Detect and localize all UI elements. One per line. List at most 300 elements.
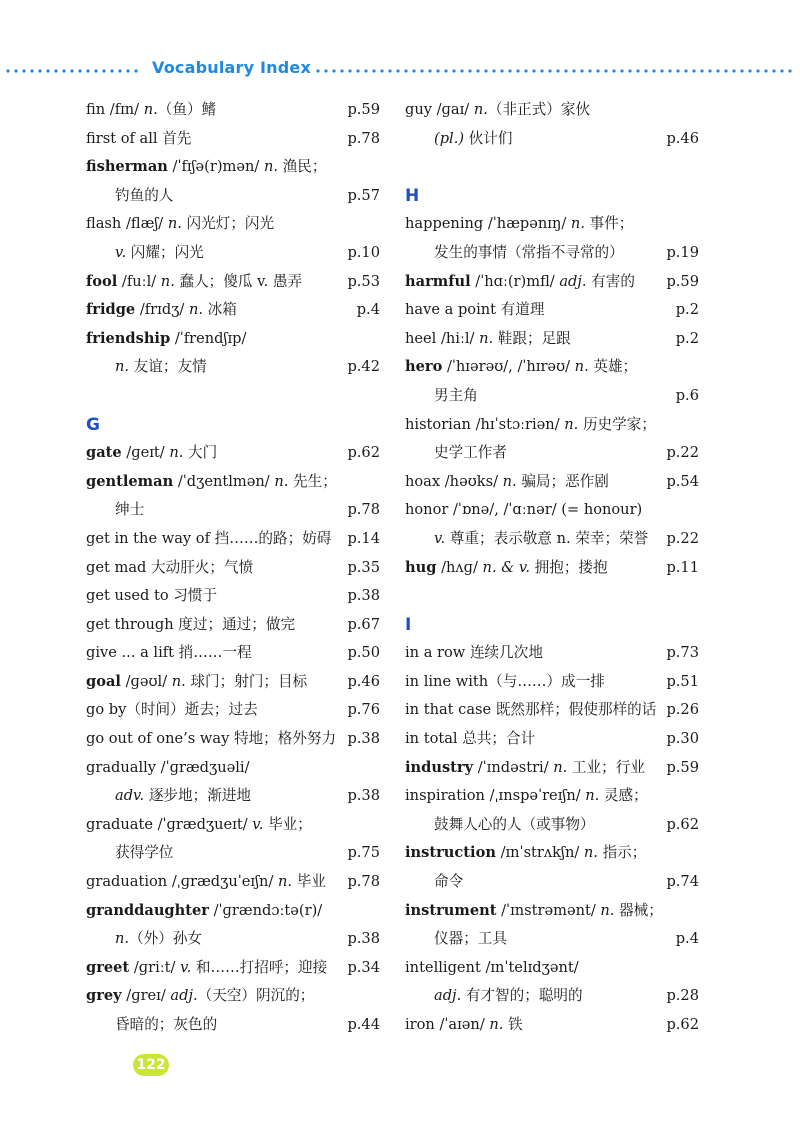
entry-text bbox=[405, 444, 507, 461]
headword: goal bbox=[86, 672, 121, 690]
headword: honor bbox=[405, 501, 449, 519]
entry-text bbox=[86, 759, 250, 776]
headword: harmful bbox=[405, 272, 471, 290]
phonetic: /ˈfrendʃɪp/ bbox=[170, 329, 247, 347]
headword: inspiration bbox=[405, 787, 485, 805]
headword: get mad bbox=[86, 558, 147, 576]
definition: 发生的事情（常指不寻常的） bbox=[434, 243, 624, 261]
part-of-speech: n. bbox=[274, 472, 289, 490]
phonetic: /ˌɡrædʒuˈeɪʃn/ bbox=[167, 873, 279, 891]
part-of-speech: n. bbox=[167, 215, 182, 233]
headword: fridge bbox=[86, 301, 136, 319]
page-ref: p.75 bbox=[347, 844, 380, 862]
page-ref: p.35 bbox=[347, 558, 380, 576]
part-of-speech: v. bbox=[434, 529, 446, 547]
definition: 闪耀；闪光 bbox=[126, 243, 204, 261]
headword: friendship bbox=[86, 329, 171, 347]
entry-text bbox=[405, 902, 663, 919]
part-of-speech: n. bbox=[585, 787, 600, 805]
index-entry bbox=[405, 296, 699, 325]
definition: 昏暗的；灰色的 bbox=[115, 1016, 218, 1033]
header-dots-right bbox=[314, 69, 796, 73]
index-entry bbox=[405, 725, 699, 754]
index-entry-continuation bbox=[86, 925, 380, 954]
entry-text bbox=[86, 787, 251, 804]
headword: graduation bbox=[86, 873, 168, 891]
index-entry-continuation bbox=[86, 1011, 380, 1040]
headword: happening bbox=[405, 215, 484, 233]
index-entry bbox=[86, 725, 380, 754]
phonetic: 有道理 bbox=[496, 301, 545, 319]
entry-text bbox=[86, 358, 207, 375]
part-of-speech: n. bbox=[115, 358, 130, 376]
phonetic: 度过；通过；做完 bbox=[173, 615, 296, 633]
section-letter-text: G bbox=[86, 414, 100, 435]
section-gap bbox=[86, 382, 380, 411]
part-of-speech: n. bbox=[570, 215, 585, 233]
definition: 逐步地；渐进地 bbox=[144, 787, 251, 805]
headword: hoax bbox=[405, 472, 441, 490]
page-ref: p.10 bbox=[347, 243, 380, 261]
part-of-speech: n. bbox=[473, 101, 488, 118]
entry-text bbox=[86, 187, 173, 204]
index-entry-continuation bbox=[405, 868, 699, 897]
page-ref: p.14 bbox=[347, 529, 380, 547]
phonetic: /ˈfɪʃə(r)mən/ bbox=[167, 158, 264, 176]
definition: 球门；射门；目标 bbox=[185, 672, 308, 690]
phonetic: 连续几次地 bbox=[465, 644, 543, 662]
definition: 鼓舞人心的人（或事物） bbox=[434, 815, 595, 833]
entry-text bbox=[86, 130, 191, 147]
entry-text bbox=[405, 844, 646, 861]
headword: first of all bbox=[86, 129, 158, 147]
index-entry-continuation bbox=[405, 439, 699, 468]
page-ref: p.11 bbox=[666, 558, 699, 576]
entry-text bbox=[86, 1016, 217, 1033]
index-entry bbox=[86, 897, 380, 926]
page-ref: p.59 bbox=[347, 101, 380, 118]
headword: flash bbox=[86, 215, 122, 233]
index-entry bbox=[405, 210, 699, 239]
headword: in a row bbox=[405, 644, 466, 662]
entry-text bbox=[86, 816, 312, 833]
page-ref: p.19 bbox=[666, 243, 699, 261]
entry-text bbox=[405, 816, 595, 833]
phonetic: /hiːl/ bbox=[436, 329, 480, 347]
entry-text bbox=[86, 730, 336, 747]
entry-text bbox=[86, 158, 326, 175]
phonetic: /ɡriːt/ bbox=[129, 958, 181, 976]
phonetic: （与……）成一排 bbox=[488, 672, 605, 690]
phonetic: /ˈhɪərəʊ/, /ˈhɪrəʊ/ bbox=[442, 358, 575, 376]
section-letter-text: H bbox=[405, 185, 420, 206]
header-title: Vocabulary Index bbox=[152, 58, 311, 77]
part-of-speech: n. bbox=[502, 472, 517, 490]
headword: get through bbox=[86, 615, 174, 633]
index-entry-continuation bbox=[86, 496, 380, 525]
index-entry bbox=[405, 782, 699, 811]
index-entry bbox=[86, 268, 380, 297]
phonetic: /ɪnˈtelɪdʒənt/ bbox=[480, 958, 579, 976]
phonetic: /ˌɪnspəˈreɪʃn/ bbox=[484, 787, 586, 805]
definition: （天空）阴沉的； bbox=[197, 987, 315, 1005]
headword: in that case bbox=[405, 701, 492, 719]
page-ref: p.50 bbox=[347, 644, 380, 662]
phonetic: /flæʃ/ bbox=[121, 215, 168, 233]
index-entry bbox=[86, 611, 380, 640]
index-entry-continuation bbox=[86, 839, 380, 868]
page-ref: p.51 bbox=[666, 672, 699, 690]
entry-text bbox=[405, 101, 590, 118]
page-ref: p.62 bbox=[666, 815, 699, 833]
phonetic: /ˈɪnstrəmənt/ bbox=[496, 901, 601, 919]
page-ref: p.6 bbox=[675, 386, 699, 404]
part-of-speech: adj. bbox=[170, 987, 198, 1005]
page-header bbox=[0, 56, 800, 86]
page-ref: p.46 bbox=[666, 129, 699, 147]
headword: in line with bbox=[405, 672, 489, 690]
phonetic: /ˈɒnə/, /ˈɑːnər/ (= honour) bbox=[448, 501, 643, 519]
section-gap bbox=[405, 582, 699, 611]
index-entry-continuation bbox=[405, 239, 699, 268]
index-entry bbox=[86, 696, 380, 725]
phonetic: （时间）逝去；过去 bbox=[126, 701, 258, 719]
definition: 蠢人；傻瓜 v. 愚弄 bbox=[174, 272, 303, 290]
part-of-speech: adj. bbox=[434, 987, 462, 1005]
entry-text bbox=[405, 987, 583, 1004]
entry-text bbox=[405, 787, 648, 804]
headword: intelligent bbox=[405, 958, 481, 976]
index-entry-continuation bbox=[405, 925, 699, 954]
entry-text bbox=[86, 987, 314, 1004]
index-entry bbox=[86, 325, 380, 354]
part-of-speech: v. bbox=[252, 815, 264, 833]
index-entry bbox=[86, 153, 380, 182]
page-ref: p.42 bbox=[347, 358, 380, 376]
index-entry bbox=[405, 268, 699, 297]
page-ref: p.38 bbox=[347, 587, 380, 605]
left-column bbox=[86, 96, 380, 1040]
entry-text bbox=[86, 930, 202, 947]
part-of-speech: n. bbox=[263, 158, 278, 176]
phonetic: 大动肝火；气愤 bbox=[146, 558, 254, 576]
entry-text bbox=[405, 358, 637, 375]
entry-text bbox=[405, 215, 633, 232]
index-entry bbox=[86, 96, 380, 125]
index-entry bbox=[405, 639, 699, 668]
entry-text bbox=[405, 673, 605, 690]
phonetic: /frɪdʒ/ bbox=[135, 301, 189, 319]
index-entry-continuation bbox=[405, 811, 699, 840]
definition: 灵感； bbox=[599, 787, 648, 805]
definition: 闪光灯；闪光 bbox=[181, 215, 275, 233]
index-entry bbox=[405, 897, 699, 926]
page-ref: p.38 bbox=[347, 787, 380, 805]
phonetic: /ˈdʒentlmən/ bbox=[173, 472, 275, 490]
phonetic: /hʌɡ/ bbox=[436, 558, 483, 576]
headword: graduate bbox=[86, 815, 153, 833]
index-entry bbox=[86, 811, 380, 840]
entry-text bbox=[86, 330, 246, 347]
headword: instruction bbox=[405, 844, 496, 862]
page-ref: p.4 bbox=[356, 301, 380, 319]
definition: 命令 bbox=[434, 873, 464, 891]
definition: 铁 bbox=[503, 1016, 523, 1033]
entry-text bbox=[86, 473, 337, 490]
headword: get used to bbox=[86, 587, 169, 605]
page-ref: p.22 bbox=[666, 529, 699, 547]
index-entry bbox=[405, 754, 699, 783]
page-ref: p.53 bbox=[347, 272, 380, 290]
definition: 史学工作者 bbox=[434, 444, 507, 462]
section-letter bbox=[86, 411, 380, 440]
headword: hero bbox=[405, 358, 443, 376]
entry-text bbox=[86, 530, 331, 547]
phonetic: /ˈɡrædʒuəli/ bbox=[156, 758, 250, 776]
index-entry bbox=[86, 754, 380, 783]
index-entry bbox=[86, 582, 380, 611]
entry-text bbox=[86, 501, 144, 518]
definition: 拥抱；搂抱 bbox=[530, 558, 608, 576]
page-ref: p.38 bbox=[347, 930, 380, 948]
entry-text bbox=[405, 244, 624, 261]
headword: in total bbox=[405, 730, 458, 748]
index-entry bbox=[86, 210, 380, 239]
phonetic: /ˈhæpənɪŋ/ bbox=[483, 215, 571, 233]
index-entry bbox=[405, 325, 699, 354]
entry-text bbox=[405, 930, 507, 947]
page-ref: p.78 bbox=[347, 873, 380, 891]
index-entry-continuation bbox=[405, 525, 699, 554]
part-of-speech: (pl.) bbox=[434, 129, 465, 147]
headword: greet bbox=[86, 958, 130, 976]
part-of-speech: adv. bbox=[115, 787, 145, 805]
definition: 男主角 bbox=[434, 386, 478, 404]
phonetic: 习惯于 bbox=[168, 587, 218, 605]
headword: gentleman bbox=[86, 472, 174, 490]
page-ref: p.46 bbox=[347, 672, 380, 690]
index-entry-continuation bbox=[405, 125, 699, 154]
right-column bbox=[405, 96, 699, 1040]
page-ref: p.4 bbox=[675, 930, 699, 948]
entry-text bbox=[86, 701, 258, 718]
page-ref: p.2 bbox=[675, 301, 699, 319]
part-of-speech: n. bbox=[479, 329, 494, 347]
index-entry-continuation bbox=[86, 353, 380, 382]
headword: get in the way of bbox=[86, 529, 210, 547]
page-ref: p.44 bbox=[347, 1016, 380, 1033]
page-ref: p.76 bbox=[347, 701, 380, 719]
entry-text bbox=[405, 730, 535, 747]
definition: 工业；行业 bbox=[567, 758, 645, 776]
index-entry-continuation bbox=[405, 982, 699, 1011]
part-of-speech: adj. bbox=[559, 272, 587, 290]
entry-text bbox=[405, 473, 609, 490]
headword: go by bbox=[86, 701, 127, 719]
definition: 大门 bbox=[183, 444, 218, 462]
headword: fisherman bbox=[86, 158, 168, 176]
index-entry bbox=[405, 839, 699, 868]
part-of-speech: n. & v. bbox=[482, 558, 531, 576]
index-entry-continuation bbox=[86, 239, 380, 268]
index-entry bbox=[86, 296, 380, 325]
index-entry bbox=[86, 554, 380, 583]
section-letter-text: I bbox=[405, 614, 412, 635]
page-ref: p.78 bbox=[347, 129, 380, 147]
definition: 伙计们 bbox=[464, 129, 513, 147]
entry-text bbox=[405, 301, 544, 318]
entry-text bbox=[405, 130, 512, 147]
phonetic: /fuːl/ bbox=[117, 272, 161, 290]
headword: fool bbox=[86, 272, 118, 290]
part-of-speech: n. bbox=[489, 1016, 504, 1033]
headword: fin bbox=[86, 101, 106, 118]
index-entry bbox=[86, 954, 380, 983]
part-of-speech: n. bbox=[115, 930, 130, 948]
phonetic: 捎……一程 bbox=[174, 644, 252, 662]
headword: granddaughter bbox=[86, 901, 209, 919]
phonetic: /ˈɡrædʒueɪt/ bbox=[152, 815, 253, 833]
entry-text bbox=[405, 501, 642, 518]
part-of-speech: n. bbox=[169, 444, 184, 462]
phonetic: 挡……的路；妨碍 bbox=[210, 529, 332, 547]
index-entry-continuation bbox=[86, 782, 380, 811]
entry-text bbox=[405, 330, 571, 347]
definition: 尊重；表示敬意 n. 荣幸；荣誉 bbox=[445, 529, 649, 547]
page-ref: p.78 bbox=[347, 501, 380, 519]
page-ref: p.30 bbox=[666, 730, 699, 748]
phonetic: 特地；格外努力 bbox=[229, 730, 337, 748]
phonetic: /ɡəʊl/ bbox=[120, 672, 172, 690]
part-of-speech: n. bbox=[600, 901, 615, 919]
page-ref: p.57 bbox=[347, 186, 380, 204]
headword: heel bbox=[405, 329, 437, 347]
part-of-speech: v. bbox=[115, 243, 127, 261]
index-entry bbox=[405, 554, 699, 583]
definition: 事件； bbox=[584, 215, 634, 233]
phonetic: /ɪnˈstrʌkʃn/ bbox=[495, 844, 584, 862]
entry-text bbox=[405, 530, 648, 547]
headword: go out of one’s way bbox=[86, 730, 230, 748]
entry-text bbox=[405, 701, 656, 718]
definition: 钓鱼的人 bbox=[115, 186, 174, 204]
page-ref: p.26 bbox=[666, 701, 699, 719]
index-entry bbox=[405, 696, 699, 725]
phonetic: 总共；合计 bbox=[457, 730, 536, 748]
headword: grey bbox=[86, 987, 122, 1005]
index-entry bbox=[86, 639, 380, 668]
entry-text bbox=[86, 844, 173, 861]
index-entry bbox=[86, 468, 380, 497]
entry-text bbox=[405, 1016, 523, 1033]
section-gap bbox=[405, 153, 699, 182]
phonetic: /ɡaɪ/ bbox=[432, 101, 474, 118]
phonetic: 首先 bbox=[157, 129, 192, 147]
entry-text bbox=[86, 673, 307, 690]
definition: 有害的 bbox=[586, 272, 635, 290]
definition: 友谊；友情 bbox=[129, 358, 207, 376]
part-of-speech: n. bbox=[564, 415, 579, 433]
headword: industry bbox=[405, 758, 474, 776]
definition: 毕业 bbox=[292, 873, 326, 891]
definition: 渔民； bbox=[278, 158, 327, 176]
index-entry bbox=[405, 96, 699, 125]
part-of-speech: n. bbox=[553, 758, 568, 776]
phonetic: /ˈhɑː(r)mfl/ bbox=[470, 272, 560, 290]
index-entry bbox=[86, 525, 380, 554]
index-entry bbox=[405, 353, 699, 382]
definition: 指示； bbox=[597, 844, 647, 862]
entry-text bbox=[86, 559, 253, 576]
headword: have a point bbox=[405, 301, 497, 319]
phonetic: /ˈɡrændɔːtə(r)/ bbox=[208, 901, 323, 919]
entry-text bbox=[86, 215, 274, 232]
definition: 骗局；恶作剧 bbox=[516, 472, 609, 490]
page-ref: p.38 bbox=[347, 730, 380, 748]
page-ref: p.74 bbox=[666, 873, 699, 891]
page-ref: p.73 bbox=[666, 644, 699, 662]
entry-text bbox=[405, 416, 656, 433]
page-ref: p.62 bbox=[666, 1016, 699, 1033]
entry-text bbox=[86, 444, 217, 461]
entry-text bbox=[405, 873, 463, 890]
definition: （外）孙女 bbox=[129, 930, 203, 948]
entry-text bbox=[405, 387, 478, 404]
entry-text bbox=[86, 587, 217, 604]
definition: 英雄； bbox=[588, 358, 638, 376]
page-ref: p.34 bbox=[347, 958, 380, 976]
page-ref: p.28 bbox=[666, 987, 699, 1005]
entry-text bbox=[86, 616, 295, 633]
entry-text bbox=[86, 273, 302, 290]
index-entry bbox=[405, 496, 699, 525]
definition: 绅士 bbox=[115, 501, 145, 519]
part-of-speech: v. bbox=[180, 958, 192, 976]
page-ref: p.59 bbox=[666, 272, 699, 290]
definition: 先生； bbox=[288, 472, 337, 490]
index-entry bbox=[86, 125, 380, 154]
index-entry bbox=[86, 439, 380, 468]
definition: 冰箱 bbox=[203, 301, 237, 319]
index-entry bbox=[86, 668, 380, 697]
entry-text bbox=[86, 301, 237, 318]
page-ref: p.22 bbox=[666, 444, 699, 462]
index-entry bbox=[405, 954, 699, 983]
headword: instrument bbox=[405, 901, 497, 919]
index-entry bbox=[86, 868, 380, 897]
entry-text bbox=[405, 273, 635, 290]
entry-text bbox=[86, 644, 252, 661]
entry-text bbox=[86, 959, 327, 976]
page-ref: p.59 bbox=[666, 758, 699, 776]
definition: 仪器；工具 bbox=[434, 930, 507, 948]
headword: hug bbox=[405, 558, 437, 576]
headword: gate bbox=[86, 444, 122, 462]
section-letter bbox=[405, 611, 699, 640]
entry-text bbox=[405, 559, 608, 576]
phonetic: /fɪn/ bbox=[105, 101, 144, 118]
part-of-speech: n. bbox=[188, 301, 204, 319]
definition: 获得学位 bbox=[115, 844, 174, 862]
phonetic: /həʊks/ bbox=[440, 472, 503, 490]
definition: 和……打招呼；迎接 bbox=[191, 958, 328, 976]
entry-text bbox=[86, 244, 204, 261]
definition: （鱼）鳍 bbox=[157, 101, 217, 118]
page-ref: p.2 bbox=[675, 329, 699, 347]
page-number-badge: 122 bbox=[133, 1054, 169, 1076]
index-entry bbox=[405, 468, 699, 497]
part-of-speech: n. bbox=[143, 101, 158, 118]
